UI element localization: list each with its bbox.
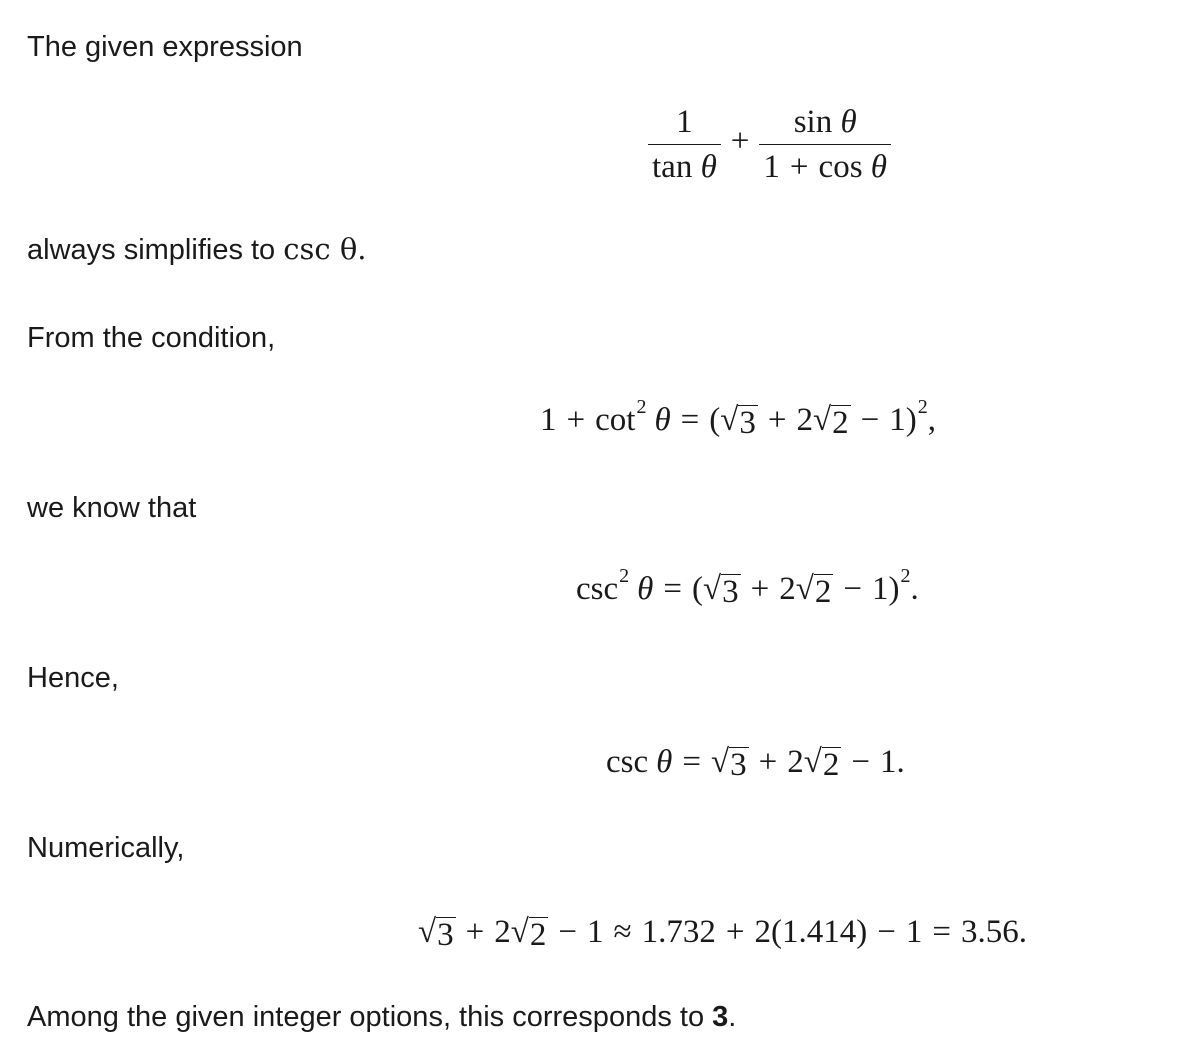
minus-operator: − — [851, 744, 870, 780]
equals-sign: = — [680, 402, 700, 438]
minus-operator: − — [860, 402, 880, 438]
plus-operator: + — [566, 402, 586, 438]
theta-symbol: θ — [840, 104, 857, 140]
one-right-paren: 1) — [889, 402, 917, 438]
value-two-sqrt2: 2(1.414) — [754, 914, 868, 950]
one-period: 1. — [879, 744, 905, 780]
square-exponent: 2 — [900, 565, 911, 587]
cot-fn: cot — [595, 402, 636, 438]
equals-sign: = — [682, 744, 701, 780]
result-value: 3.56. — [960, 914, 1027, 950]
sqrt-symbol: √ — [702, 571, 722, 607]
equals-sign: = — [932, 914, 951, 950]
equals-sign: = — [663, 571, 682, 607]
radicand-two: 2 — [814, 574, 832, 610]
one: 1 — [587, 914, 604, 950]
csc-theta-inline: csc θ. — [283, 232, 367, 266]
left-paren: ( — [709, 402, 721, 438]
coefficient-two: 2 — [787, 744, 804, 780]
from-condition-text: From the condition, — [27, 322, 276, 354]
plus-operator: + — [767, 402, 787, 438]
radicand-three: 3 — [722, 574, 739, 610]
plus-operator: + — [758, 744, 778, 780]
numerically-text: Numerically, — [27, 832, 185, 864]
plus-operator: + — [750, 571, 770, 607]
theta-symbol: θ — [654, 402, 671, 438]
plus-operator: + — [725, 914, 745, 950]
conclusion-period: . — [728, 1001, 737, 1033]
one: 1 — [540, 402, 557, 438]
sqrt-two — [511, 912, 549, 952]
radicand-two: 2 — [822, 747, 840, 783]
sqrt-two — [796, 569, 834, 609]
denominator-tan — [648, 145, 721, 189]
value-sqrt3: 1.732 — [641, 914, 716, 950]
csc-fn: csc — [606, 744, 649, 780]
sqrt-symbol: √ — [795, 571, 814, 607]
plus-operator: + — [730, 122, 750, 159]
plus-operator: + — [789, 149, 809, 185]
csc-squared-equation — [576, 565, 919, 610]
one: 1 — [763, 149, 780, 185]
csc-equation — [606, 742, 905, 782]
conclusion-label: Among the given integer options, this corresponds to — [27, 1001, 705, 1033]
numerator-sin — [790, 100, 861, 144]
square-exponent: 2 — [917, 396, 928, 418]
simplifies-text — [27, 231, 367, 268]
sqrt-symbol: √ — [418, 914, 437, 950]
fraction-sin-over-one-plus-cos — [759, 100, 891, 189]
numeric-equation — [418, 912, 1027, 952]
denominator-one-plus-cos — [759, 145, 891, 189]
one-right-paren: 1) — [871, 571, 900, 607]
theta-symbol: θ — [870, 149, 888, 185]
coefficient-two: 2 — [494, 914, 511, 950]
tan-fn: tan — [652, 149, 693, 185]
sqrt-symbol: √ — [813, 402, 832, 438]
theta-symbol: θ — [656, 744, 673, 780]
minus-operator: − — [558, 914, 577, 950]
cos-fn: cos — [818, 149, 863, 185]
condition-equation — [540, 396, 937, 441]
theta-symbol: θ — [700, 149, 717, 185]
minus-operator: − — [843, 571, 862, 607]
sqrt-three — [711, 742, 749, 782]
csc-fn: csc — [576, 571, 619, 607]
sqrt-symbol: √ — [803, 744, 822, 780]
one: 1 — [905, 914, 923, 950]
expression-fraction-sum — [648, 100, 891, 189]
answer-value: 3 — [712, 1001, 729, 1033]
plus-operator: + — [465, 914, 485, 950]
radicand-three: 3 — [730, 747, 747, 783]
sqrt-three — [703, 569, 741, 609]
square-exponent: 2 — [619, 565, 630, 587]
sqrt-two — [813, 400, 851, 440]
coefficient-two: 2 — [796, 402, 814, 438]
conclusion-text — [27, 999, 736, 1035]
simplifies-label: always simplifies to — [27, 234, 276, 266]
coefficient-two: 2 — [779, 571, 796, 607]
square-exponent: 2 — [636, 396, 647, 418]
radicand-two: 2 — [529, 917, 547, 953]
numerator-one: 1 — [676, 104, 693, 140]
sqrt-three — [720, 400, 758, 440]
hence-text: Hence, — [27, 662, 119, 694]
sqrt-symbol: √ — [510, 914, 529, 950]
sqrt-three — [418, 912, 456, 952]
fraction-one-over-tan — [648, 100, 721, 189]
comma: , — [927, 402, 937, 438]
sqrt-symbol: √ — [720, 402, 739, 438]
period: . — [910, 571, 919, 607]
left-paren: ( — [691, 571, 703, 607]
intro-text: The given expression — [27, 31, 303, 63]
sqrt-symbol: √ — [710, 744, 730, 780]
sqrt-two — [804, 742, 842, 782]
radicand-two: 2 — [832, 405, 849, 441]
radicand-three: 3 — [437, 917, 454, 953]
theta-symbol: θ — [637, 571, 654, 607]
minus-operator: − — [877, 914, 896, 950]
radicand-three: 3 — [739, 405, 756, 441]
sin-fn: sin — [793, 104, 833, 140]
approx-sign: ≈ — [613, 914, 632, 950]
we-know-text: we know that — [27, 492, 197, 524]
